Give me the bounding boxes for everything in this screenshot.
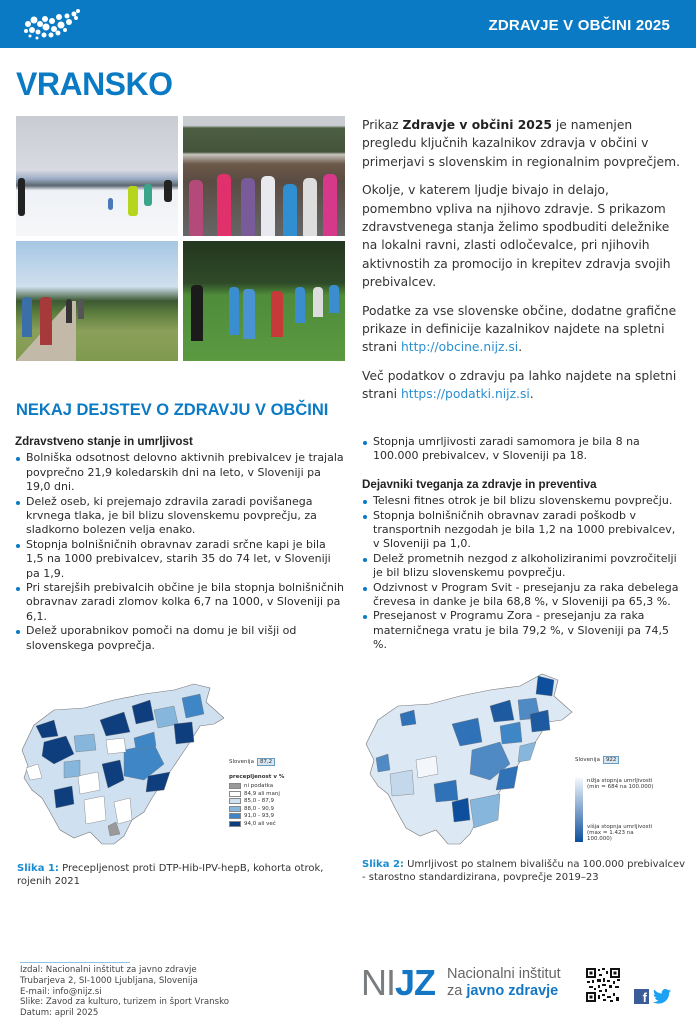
fact-item: Odzivnost v Program Svit - presejanju za raka debelega črevesa in danke je bila 68,8 %, v Sloveniji pa 65,3 %.: [362, 581, 682, 610]
gradient-legend: [575, 778, 695, 842]
header-bar: [0, 0, 696, 48]
facebook-icon[interactable]: f: [634, 989, 649, 1004]
legend-item: 91,0 - 93,9: [229, 813, 284, 819]
nijz-logo: NIJZ Nacionalni inštitut za javno zdravje: [361, 962, 561, 1003]
logo-line1: Nacionalni inštitut: [447, 966, 561, 982]
legend-item: 94,0 ali več: [229, 821, 284, 827]
health-status-list-continued: [362, 435, 682, 464]
publisher-info: [20, 965, 229, 1019]
fact-item: Stopnja umrljivosti zaradi samomora je bila 8 na 100.000 prebivalcev, v Sloveniji pa 18.: [362, 435, 682, 464]
figure1-caption: Slika 1: Precepljenost proti DTP-Hib-IPV-hepB, kohorta otrok, rojenih 2021: [17, 863, 324, 888]
photo-credit-line: Slike: Zavod za kulturo, turizem in šport Vransko: [20, 997, 229, 1008]
risk-factors-heading: Dejavniki tveganja za zdravje in preventiva: [362, 477, 597, 491]
figure2-caption: Slika 2: Umrljivost po stalnem bivališču na 100.000 prebivalcev - starostno standardizirana, povprečje 2019–23: [362, 859, 686, 884]
fact-item: Bolniška odsotnost delovno aktivnih prebivalcev je trajala povprečno 21,9 koledarskih dni na leto, v Sloveniji pa 19,0 dni.: [15, 451, 345, 494]
legend-low: nižja stopnja umrljivosti (min = 684 na 100.000): [587, 778, 654, 790]
fact-item: Delež uporabnikov pomoči na domu je bil višji od slovenskega povprečja.: [15, 624, 345, 653]
facts-section-title: NEKAJ DEJSTEV O ZDRAVJU V OBČINI: [16, 401, 329, 419]
intro-text: [362, 116, 680, 414]
photo-skiing: [16, 116, 178, 236]
qr-code-icon[interactable]: [585, 967, 621, 1003]
intro-paragraph-1: Prikaz Zdravje v občini 2025 je namenjen pregledu ključnih kazalnikov zdravja v občini v primerjavi s slovenskim in regionalnim povprečjem.: [362, 118, 681, 169]
photo-hiking: [16, 241, 178, 361]
slovenia-map-logo-icon: [18, 4, 84, 44]
vaccination-map: [14, 680, 332, 850]
social-links: [634, 989, 671, 1004]
slovenia-average: Slovenija 87,2: [229, 758, 284, 766]
fact-item: Telesni fitnes otrok je bil blizu slovenskemu povprečju.: [362, 494, 682, 508]
fact-item: Pri starejših prebivalcih občine je bila stopnja bolnišničnih obravnav zaradi zlomov kolka 6,7 na 1000, v Sloveniji pa 6,1.: [15, 581, 345, 624]
fact-item: Stopnja bolnišničnih obravnav zaradi srčne kapi je bila 1,5 na 1000 prebivalcev, starih 35 do 74 let, v Sloveniji pa 1,9.: [15, 538, 345, 581]
fact-item: Presejanost v Programu Zora - presejanju za raka materničnega vratu je bila 79,2 %, v Sloveniji pa 74,5 %.: [362, 609, 682, 652]
slovenia-mortality-choropleth: [360, 670, 575, 850]
legend-title: precepljenost v %: [229, 774, 285, 780]
logo-line2: za javno zdravje: [447, 983, 559, 999]
photo-running: [183, 241, 345, 361]
intro-paragraph-3: Podatke za vse slovenske občine, dodatne grafične prikaze in definicije kazalnikov najdete na spletni strani http://obcine.nijz.si.: [362, 303, 677, 355]
photo-group-exercise: [183, 116, 345, 236]
facts-left-column: [15, 435, 345, 653]
health-status-list: [15, 451, 345, 653]
publisher-line: Izdal: Nacionalni inštitut za javno zdravje: [20, 965, 197, 975]
footer-divider: [20, 962, 130, 963]
header-title: ZDRAVJE V OBČINI 2025: [488, 17, 670, 34]
vaccination-legend: [229, 758, 284, 828]
mortality-map: [360, 670, 690, 850]
slovenia-vaccination-choropleth: [14, 680, 224, 850]
fact-item: Delež prometnih nezgod z alkoholiziranimi povzročitelji je bil blizu slovenskemu povprečju.: [362, 552, 682, 581]
facts-right-column: [362, 435, 682, 653]
legend-high: višja stopnja umrljivosti (max = 1.423 na 100.000): [587, 824, 653, 842]
risk-factors-list: [362, 494, 682, 652]
obcine-link[interactable]: http://obcine.nijz.si: [400, 340, 519, 355]
address-line: Trubarjeva 2, SI-1000 Ljubljana, Slovenija: [20, 975, 198, 986]
slovenia-average: Slovenija 922: [575, 756, 695, 764]
intro-paragraph-4: Več podatkov o zdravju pa lahko najdete na spletni strani https://podatki.nijz.si.: [362, 368, 677, 402]
photo-grid: [16, 116, 346, 362]
twitter-icon[interactable]: [653, 989, 671, 1004]
gradient-bar: [575, 778, 583, 842]
email-line: E-mail: info@nijz.si: [20, 986, 102, 997]
legend-item: ni podatka: [229, 783, 284, 789]
fact-item: Stopnja bolnišničnih obravnav zaradi poškodb v transportnih nezgodah je bila 1,2 na 1000 prebivalcev, v Sloveniji pa 1,0.: [362, 509, 682, 552]
legend-item: 88,0 - 90,9: [229, 806, 284, 812]
podatki-link[interactable]: https://podatki.nijz.si: [400, 387, 530, 402]
municipality-title: VRANSKO: [16, 66, 173, 102]
mortality-legend: [575, 756, 695, 842]
intro-paragraph-2: Okolje, v katerem ljudje bivajo in delajo, pomembno vpliva na njihovo zdravje. S prikazom zdravstvenega stanja želimo spodbuditi deležnike na lokalni ravni, zlasti odločevalce, pri njihovih aktivnostih za promocijo in krepitev zdravja svojih prebivalcev.: [362, 183, 671, 290]
legend-item: 84,9 ali manj: [229, 791, 284, 797]
fact-item: Delež oseb, ki prejemajo zdravila zaradi povišanega krvnega tlaka, je bil blizu slovenskemu povprečju, za sladkorno bolezen velja enako.: [15, 495, 345, 538]
legend-item: 85,0 - 87,9: [229, 798, 284, 804]
health-status-heading: Zdravstveno stanje in umrljivost: [15, 435, 193, 448]
date-line: Datum: april 2025: [20, 1008, 99, 1019]
